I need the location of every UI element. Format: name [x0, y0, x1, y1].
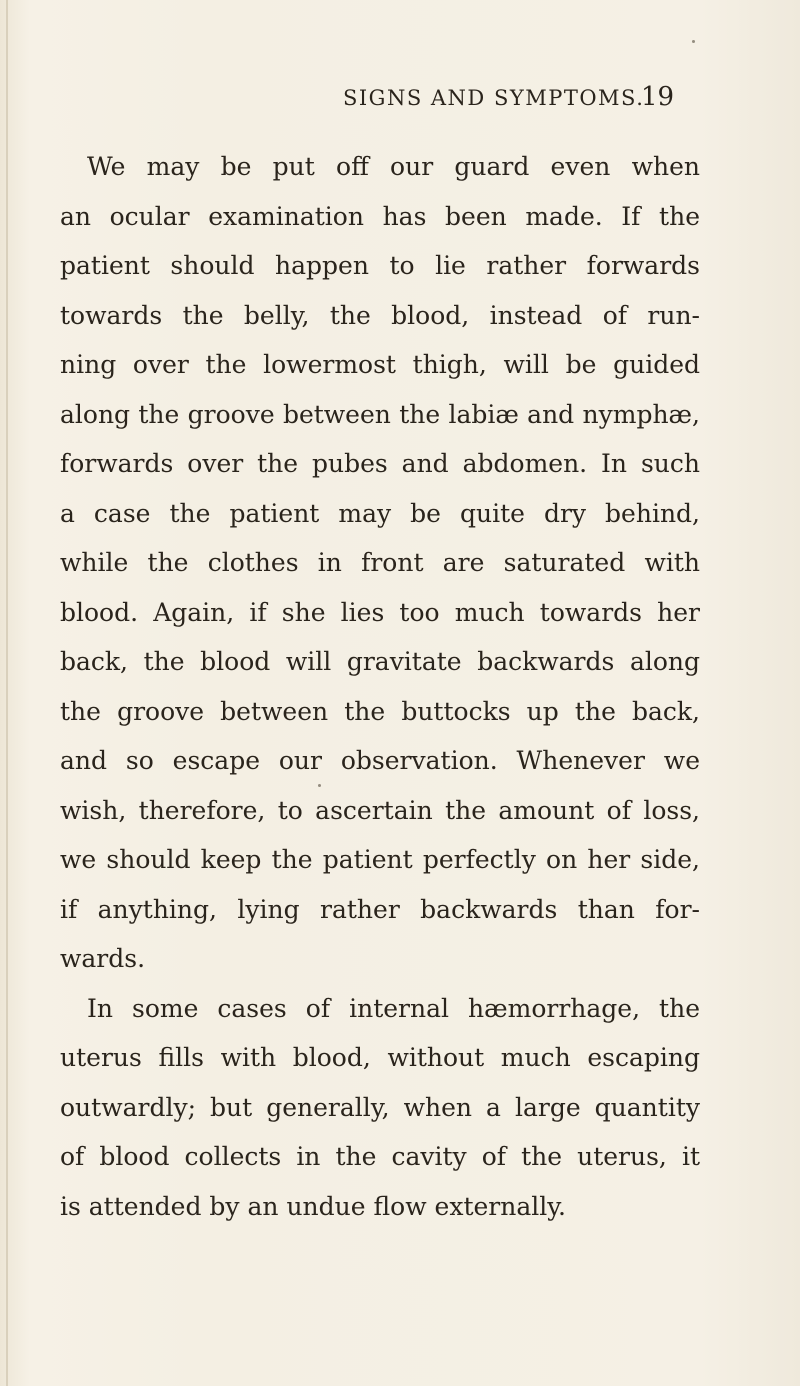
text-line: ning over the lowermost thigh, will be guided — [60, 350, 700, 379]
text-line: along the groove between the labiæ and nymphæ, — [60, 399, 700, 429]
body-text — [60, 142, 700, 1231]
paper-speck — [692, 40, 695, 43]
text-line: towards the belly, the blood, instead of run- — [60, 300, 700, 330]
text-line: wards. — [60, 944, 146, 973]
text-line: We may be put off our guard even when — [87, 152, 700, 181]
text-line: we should keep the patient perfectly on her side, — [60, 845, 700, 874]
text-line: if anything, lying rather backwards than for- — [60, 894, 700, 924]
text-line: an ocular examination has been made. If the — [60, 201, 700, 231]
text-line: blood. Again, if she lies too much towards her — [60, 597, 700, 627]
page-header — [0, 82, 800, 120]
text-line: a case the patient may be quite dry behind, — [60, 498, 700, 528]
text-line: patient should happen to lie rather forwards — [60, 251, 700, 280]
page-number: 19 — [641, 82, 675, 112]
text-line: uterus fills with blood, without much escaping — [60, 1043, 700, 1072]
text-line: is attended by an undue flow externally. — [60, 1191, 566, 1221]
text-line: back, the blood will gravitate backwards along — [60, 647, 700, 676]
text-line: the groove between the buttocks up the back, — [60, 696, 700, 726]
text-line: outwardly; but generally, when a large quantity — [60, 1092, 700, 1122]
text-line: and so escape our observation. Whenever we — [60, 746, 700, 775]
page-gutter-edge — [6, 0, 8, 1386]
text-line: wish, therefore, to ascertain the amount of loss, — [60, 795, 700, 825]
text-line: of blood collects in the cavity of the uterus, it — [60, 1142, 700, 1171]
text-line: while the clothes in front are saturated with — [60, 548, 700, 577]
paper-speck — [318, 784, 321, 787]
text-line: In some cases of internal hæmorrhage, the — [87, 993, 700, 1023]
text-line: forwards over the pubes and abdomen. In such — [60, 449, 700, 478]
running-head: SIGNS AND SYMPTOMS. — [343, 86, 645, 110]
